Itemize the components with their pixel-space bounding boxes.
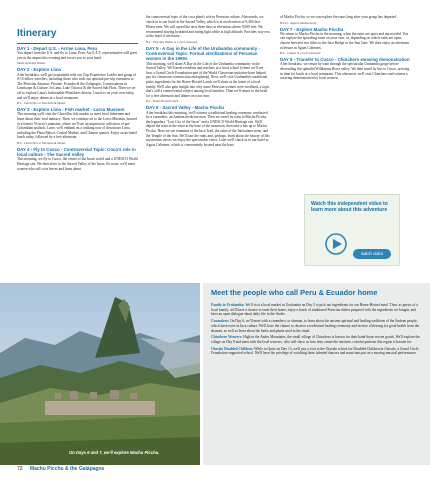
- meet-entry-name: Chinchero Weavers:: [211, 335, 243, 340]
- itinerary-column-3: [280, 15, 412, 82]
- itinerary-column-1: [17, 28, 138, 172]
- itinerary-title: Itinerary: [17, 28, 57, 39]
- meet-people-list: [211, 303, 423, 358]
- machu-picchu-illustration: [0, 283, 200, 465]
- day-meals: B,L - Home-Hosted Lunch: [146, 99, 179, 104]
- meet-people-title: Meet the people who call Peru & Ecuador home: [211, 288, 378, 297]
- page-footer: [17, 465, 104, 473]
- day-text: We return to Machu Picchu in the morning, when the ruins are quiet and uncrowded. You can explore the sprawling ruins on your own, or, depending on which trails are open, choose between two hikes to the Inca Bridge or the Sun Gate. We then enjoy an afternoon at leisure in Aguas Calientes.: [280, 31, 410, 50]
- meet-entry-text: While in Quito on Day 13, we'll pay a visit to the Otavalo school for Disabled Children in Otavalo, a Grand Circle Foundation-supported school. We'll have the privilege of watching these talented dancers and musicians put on a moving musical performance.: [211, 346, 419, 356]
- meet-entry: [211, 347, 423, 356]
- day-heading: DAY 8 - Transfer to Cusco - Chinchero weaving demonstration: [280, 57, 410, 63]
- day-heading: DAY 3 - Explore Lima - Fish market - Larco Museum: [17, 107, 125, 113]
- day-heading: DAY 1 - Depart U.S. - Arrive Lima, Peru: [17, 46, 98, 51]
- play-icon[interactable]: [325, 233, 347, 255]
- day-heading: DAY 7 - Explore Machu Picchu: [280, 26, 344, 32]
- day-text: of Machu Picchu, so we can explore the ruins long after your group has departed.: [280, 15, 397, 19]
- video-promo-text: Watch this independent video to learn more about this adventure: [311, 201, 388, 213]
- day-heading: DAY 2 - Explore Lima: [17, 67, 61, 73]
- day-heading: DAY 4 - Fly to Cusco - Controversial Topic: Coca's role in local culture - The Sacred Valley: [17, 146, 136, 158]
- meet-people-panel: [203, 283, 430, 465]
- day-text: This morning, we'll share A Day in the Life of the Urubamba community in the Sacred Valley. We'll meet residents and teachers at a local school (where we'll see how a Grand Circle Foundation-part of the World Classroom initiative-have helped pay for classroom construction and upkeep). Next, we'll visit Urubamba's traditional pisko ingredients for the Home-Hosted Lunch we'll share at the home of a local family. We'll also gain insight into why some Peruvian women were sterilized, a topic that's still a controversial subject among local families. Then we'll return to the hotel for a free afternoon and dinner on your own.: [146, 61, 270, 98]
- altitude-note: Please note: We will spend the next three days at elevations above 9,000 feet. We recommend staying hydrated and eating light while at high altitude. Provides way rest at the hotel if necessary.: [146, 25, 270, 39]
- page-number: 72: [17, 466, 23, 472]
- meet-entry: [211, 303, 423, 317]
- itinerary-column-2: [146, 15, 270, 148]
- day-text: After breakfast, we'll get acquainted with our Trip Experience Leader and group of 8-16 fellow travelers, including those who took our optional pre-trip extension to The Peruvian Amazon: Pristine, Ecuador & the Galapagos: Conversations in Landscape & Culture. In Lima, Lake Titicaca & the Sacred Salt Flats. Then we set off to explore Lima's fashionable Miraflores district. Lunch is on your own today, and we'll enjoy dinner at a local restaurant.: [17, 72, 137, 100]
- day-text: This morning we'll visit the Chorrillos fish market to meet local fishermen and learn about their vital industry. Then, we continue on to the Larco Museum, housed in a former Viceroy's mansion, where we'll see an impressive collection of pre-Columbian artifacts. Later, we'll embark on a walking tour of downtown Lima, including the Plaza Mayor, Central Market, and Chinese quarter. Enjoy an included lunch today, followed by a free afternoon.: [17, 112, 137, 140]
- day-text: the controversial topic of the coca plant's role in Peruvian culture. Afterwards, we check in to our hotel in the Sacred Valley, which is at an elevation of 9,400 feet.: [146, 15, 264, 24]
- meet-entry-name: Curandero:: [211, 319, 230, 324]
- day-text: After breakfast this morning, we'll witness a traditional healing ceremony conducted by a curandero, an Andean medicine man. Then we travel by train to Machu Picchu, the legendary "Lost City of the Incas" and a UNESCO World Heritage site. We'll depart the train in the town at the base of the mountain, then take a bus up to Machu Picchu. Here we see remnants of the Inca Trail, the ruins of the Intiwatana stone, and the Temple of the Sun. We'll tour the ruins and, perhaps, learn about the history of this mysterious site as we enjoy the spectacular views. Later we'll check in to our hotel in Aguas Calientes, which is conveniently located near the base: [146, 110, 270, 147]
- day-meals: B,L - Lunch Nice to Eurobean & Dinner: [17, 140, 66, 145]
- meet-entry-text: On Day 6, we'll meet with a curandero, or shaman, to learn about the ancient spiritual and healing traditions of the Andean people, which have roots in Inca culture. We'll have the chance to observe a traditional healing ceremony and receive a blessing for good health from the shaman, as well as learn about the herbs and plants used in the ritual.: [211, 319, 420, 333]
- day-text: You depart from the U.S. and fly to Lima, Peru. An O.A.T. representative will greet you at the airport this evening and escort you to your hotel.: [17, 51, 138, 60]
- photo-caption: On Days 6 and 7, we'll explore Machu Picchu.: [69, 450, 160, 455]
- day-meals: B,L - Welcome Dinner at a local restaurant: [146, 39, 198, 44]
- meet-entry-name: Otavalo Disabled Children:: [211, 346, 254, 351]
- day-heading: DAY 6 - Sacred Valley - Machu Picchu: [146, 105, 225, 111]
- day-meals: B,L,D - Aguas Calientes hotel: [280, 20, 317, 25]
- meet-entry: [211, 335, 423, 344]
- day-text: This morning, we fly to Cusco, the center of the Incan world and a UNESCO World Heritage site. We then drive to the Sacred Valley of the Incas. En route, we'll meet women who sell coca leaves and learn about: [17, 157, 138, 171]
- video-promo: [304, 194, 400, 266]
- day-meals: B,L - Lunch Nice to Eurobean & Dinner: [17, 101, 66, 106]
- footer-title: Machu Picchu & the Galápagos: [29, 466, 105, 472]
- day-meals: B,L - Cuisine in a local restaurant: [280, 51, 321, 56]
- meet-entry-name: Family in Urubamba:: [211, 303, 245, 307]
- meet-entry-text: We'll visit a local market in Urubamba on Day 5 to pick out ingredients for our Home-Hosted meal. Then, as guests of a local family, we'll have a chance to enter their home, enjoy a lunch of traditional Peruvian dishes prepared with the ingredients we bought, and have an open dialogue about daily life in the Andes.: [211, 303, 418, 317]
- machu-picchu-photo: [0, 283, 200, 465]
- day-text: After breakfast, we return by train through the spectacular Urubamba gorge before descending the splendid Willkanota River valley. We then travel by bus to Cusco, arriving in time for lunch at a local restaurant. This afternoon, we'll visit Chinchero and witness a weaving demonstration by local women.: [280, 62, 410, 81]
- meet-entry: [211, 319, 423, 333]
- day-meals: Meals included: Dinner: [17, 61, 46, 66]
- watch-video-button[interactable]: watch video: [353, 249, 391, 259]
- title-rule: [17, 43, 138, 44]
- day-heading: DAY 5 - A Day in the Life of the Urubamba community - Controversial Topic: Formal sterilizations of Peruvian women in the 1990s: [146, 45, 260, 62]
- meet-entry-text: High in the Andes Mountains, the small village of Chinchero is known for their hand-loom woven goods. We'll explore the village on Day 8 and meet with the local weavers, who will show us how they create the intricate, colorful patterns this region is known for.: [211, 335, 420, 344]
